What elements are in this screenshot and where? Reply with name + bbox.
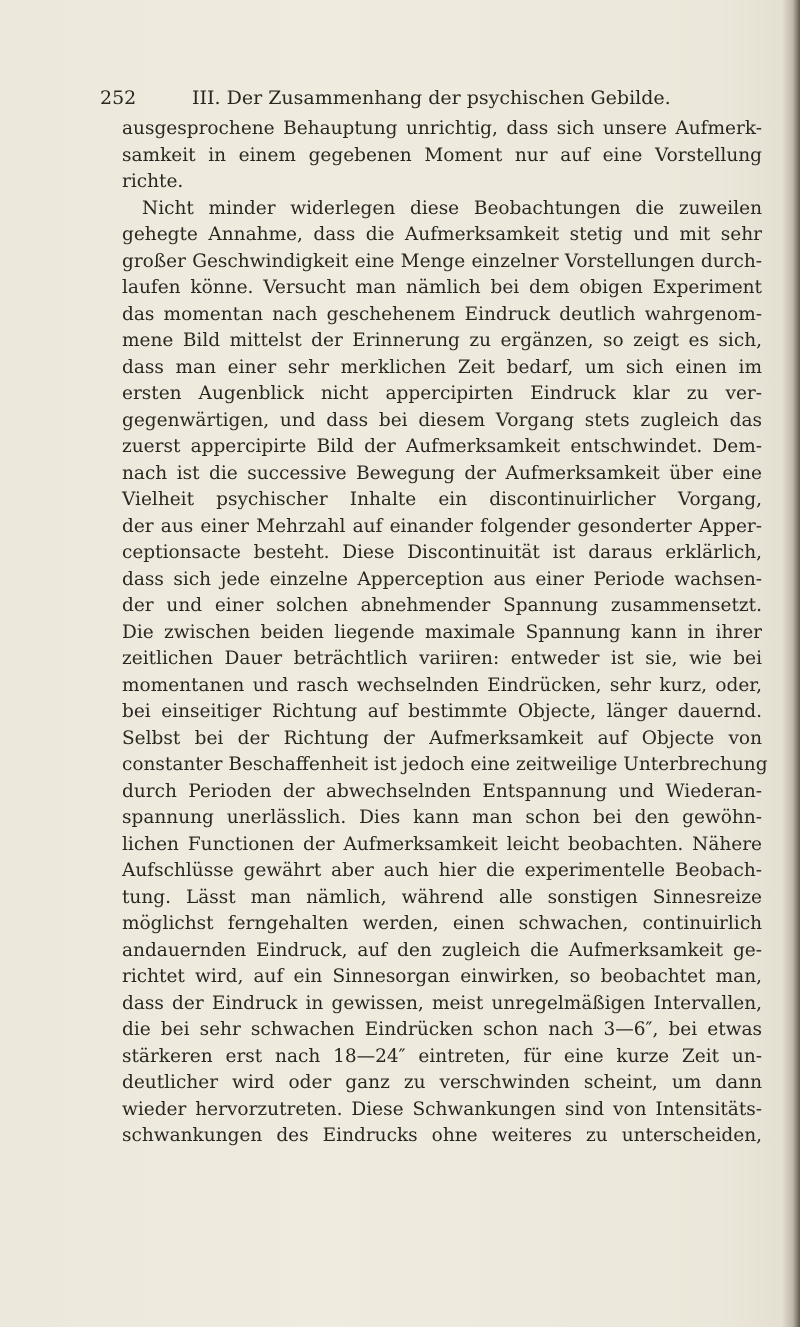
text-line: samkeit in einem gegebenen Moment nur auf eine Vorstellung (122, 144, 762, 166)
text-line: richte. (122, 171, 184, 192)
text-line: deutlicher wird oder ganz zu verschwinden scheint, um dann (122, 1072, 762, 1093)
text-line: ausgesprochene Behauptung unrichtig, dass sich unsere Aufmerk- (122, 118, 762, 139)
text-line: möglichst ferngehalten werden, einen schwachen, continuirlich (122, 913, 762, 934)
text-line: durch Perioden der abwechselnden Entspannung und Wiederan- (122, 780, 762, 802)
text-line: Aufschlüsse gewährt aber auch hier die experimentelle Beobach- (122, 860, 762, 881)
text-line: andauernden Eindruck, auf den zugleich die Aufmerksamkeit ge- (122, 939, 762, 961)
page-edge-shadow (782, 0, 800, 1327)
text-line: ersten Augenblick nicht appercipirten Eindruck klar zu ver- (122, 383, 762, 404)
text-line: bei einseitiger Richtung auf bestimmte Objecte, länger dauernd. (122, 701, 762, 722)
text-line: zuerst appercipirte Bild der Aufmerksamkeit entschwindet. Dem- (122, 436, 762, 457)
text-line: constanter Beschaffenheit ist jedoch eine zeitweilige Unterbrechung (122, 754, 768, 775)
running-title: III. Der Zusammenhang der psychischen Gebilde. (192, 87, 671, 109)
text-line: dass der Eindruck in gewissen, meist unregelmäßigen Intervallen, (122, 992, 762, 1014)
page-number: 252 (100, 87, 137, 109)
page-header (100, 84, 720, 112)
text-line: ceptionsacte besteht. Diese Discontinuität ist daraus erklärlich, (122, 542, 762, 563)
body-text (122, 116, 768, 1150)
text-line: der aus einer Mehrzahl auf einander folgender gesonderter Apper- (122, 515, 762, 537)
text-line: gehegte Annahme, dass die Aufmerksamkeit stetig und mit sehr (122, 224, 762, 245)
text-line: Die zwischen beiden liegende maximale Spannung kann in ihrer (122, 621, 762, 643)
text-line: laufen könne. Versucht man nämlich bei dem obigen Experiment (122, 277, 762, 298)
text-line: wieder hervorzutreten. Diese Schwankungen sind von Intensitäts- (122, 1098, 762, 1120)
text-line: spannung unerlässlich. Dies kann man schon bei den gewöhn- (122, 807, 762, 828)
text-line: der und einer solchen abnehmender Spannung zusammensetzt. (122, 595, 762, 616)
text-line: lichen Functionen der Aufmerksamkeit leicht beobachten. Nähere (122, 833, 762, 855)
text-line: schwankungen des Eindrucks ohne weiteres zu unterscheiden, (122, 1125, 762, 1146)
text-line: zeitlichen Dauer beträchtlich variiren: entweder ist sie, wie bei (122, 648, 762, 669)
text-line: Vielheit psychischer Inhalte ein discontinuirlicher Vorgang, (122, 489, 762, 510)
text-line: Selbst bei der Richtung der Aufmerksamkeit auf Objecte von (122, 727, 762, 749)
text-line: tung. Lässt man nämlich, während alle sonstigen Sinnesreize (122, 886, 762, 908)
text-line: dass sich jede einzelne Apperception aus einer Periode wachsen- (122, 568, 762, 590)
text-line: gegenwärtigen, und dass bei diesem Vorgang stets zugleich das (122, 409, 762, 431)
text-line: stärkeren erst nach 18—24″ eintreten, für eine kurze Zeit un- (122, 1045, 762, 1067)
text-line: richtet wird, auf ein Sinnesorgan einwirken, so beobachtet man, (122, 966, 762, 987)
text-line: mene Bild mittelst der Erinnerung zu ergänzen, so zeigt es sich, (122, 330, 762, 351)
text-line: das momentan nach geschehenem Eindruck deutlich wahrgenom- (122, 303, 762, 325)
text-line: großer Geschwindigkeit eine Menge einzelner Vorstellungen durch- (122, 250, 762, 272)
text-line: die bei sehr schwachen Eindrücken schon nach 3—6″, bei etwas (122, 1019, 762, 1040)
text-line: momentanen und rasch wechselnden Eindrücken, sehr kurz, oder, (122, 674, 762, 696)
text-line: dass man einer sehr merklichen Zeit bedarf, um sich einen im (122, 356, 762, 378)
text-line: Nicht minder widerlegen diese Beobachtungen die zuweilen (142, 197, 762, 219)
text-line: nach ist die successive Bewegung der Aufmerksamkeit über eine (122, 462, 762, 484)
